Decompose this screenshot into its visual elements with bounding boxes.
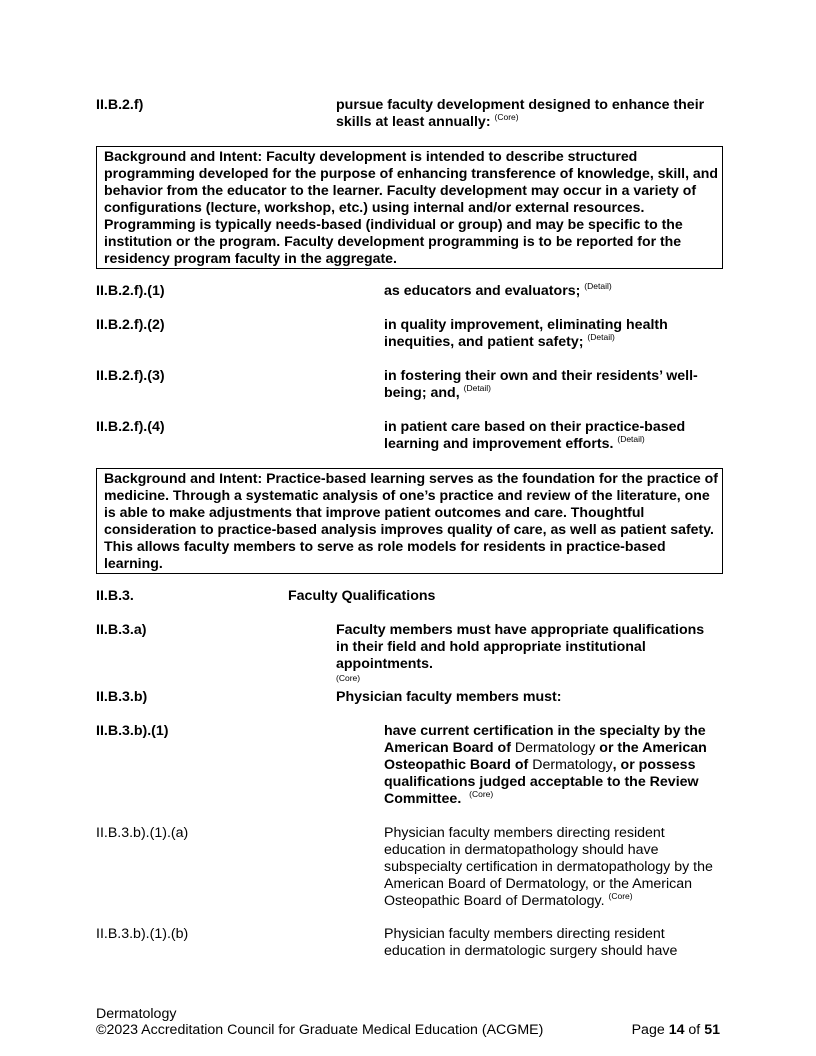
requirement-number: II.B.2.f).(2) [96,317,165,333]
requirement-number: II.B.2.f) [96,97,144,113]
requirement-category-tag: (Core) [336,673,361,683]
requirement-text: have current certification in the specialty by the American Board of Dermatology or the American Osteopathic Board of Dermatology, or possess qualifications judged acceptable to the Review Committee. $^{(Core)}$ [384,723,707,807]
footer-page-number: Page 14 of 51 [631,1022,720,1038]
requirement-category-tag: (Detail) [584,281,612,291]
footer-copyright: ©2023 Accreditation Council for Graduate Medical Education (ACGME) [96,1022,544,1038]
requirement-text: pursue faculty development designed to enhance their skills at least annually: $^{(Core)}$ [336,97,705,130]
requirement-text: Physician faculty members directing resident education in dermatologic surgery should have [384,926,678,959]
section-number: II.B.3. [96,588,134,604]
requirement-number: II.B.2.f).(1) [96,283,165,299]
footer-specialty: Dermatology [96,1006,177,1022]
requirement-number: II.B.2.f).(4) [96,419,165,435]
background-intent-box: Background and Intent: Faculty development is intended to describe structured programming developed for the purpose of enhancing transference of knowledge, skill, and behavior from the educator to the learner. Faculty development may occur in a variety of configurations (lecture, workshop, etc.) using internal and/or external resources. Programming is typically needs-based (individual or group) and may be specific to the institution or the program. Faculty development programming is to be reported for the residency program faculty in the aggregate. [96,146,723,269]
requirement-category-tag: (Core) [608,891,633,901]
requirement-number: II.B.2.f).(3) [96,368,165,384]
requirement-number: II.B.3.a) [96,622,147,638]
requirement-text: Faculty members must have appropriate qualifications in their field and hold appropriate institutional appointments. (Core) [336,622,720,684]
requirement-text: Physician faculty members must: [336,689,562,705]
requirement-text: as educators and evaluators; $^{(Detail)}$ [384,281,612,299]
requirement-text: in patient care based on their practice-based learning and improvement efforts. $^{(Detail)}$ [384,419,686,452]
requirement-text: in fostering their own and their residents’ well-being; and, $^{(Detail)}$ [384,368,698,401]
requirement-number: II.B.3.b).(1).(a) [96,825,189,841]
section-title: Faculty Qualifications [288,588,436,604]
background-intent-box: Background and Intent: Practice-based learning serves as the foundation for the practice of medicine. Through a systematic analysis of one’s practice and review of the literature, one is able to make adjustments that improve patient outcomes and care. Thoughtful consideration to practice-based analysis improves quality of care, as well as patient safety. This allows faculty members to serve as role models for residents in practice-based learning. [96,468,723,574]
requirement-category-tag: (Core) [494,112,519,122]
requirement-category-tag: (Detail) [463,383,492,393]
requirement-number: II.B.3.b).(1).(b) [96,926,189,942]
requirement-category-tag: (Detail) [587,332,615,342]
requirement-category-tag: (Core) [469,789,494,799]
requirement-number: II.B.3.b) [96,689,148,705]
requirement-category-tag: (Detail) [617,434,645,444]
requirement-text: Physician faculty members directing resident education in dermatopathology should have subspecialty certification in dermatopathology by the American Board of Dermatology, or the American Osteopathic Board of Dermatology. $^{(Core)}$ [384,825,713,909]
requirement-text: in quality improvement, eliminating health inequities, and patient safety; $^{(Detail)}$ [384,317,668,350]
page-footer [96,1006,720,1038]
requirement-number: II.B.3.b).(1) [96,723,169,739]
